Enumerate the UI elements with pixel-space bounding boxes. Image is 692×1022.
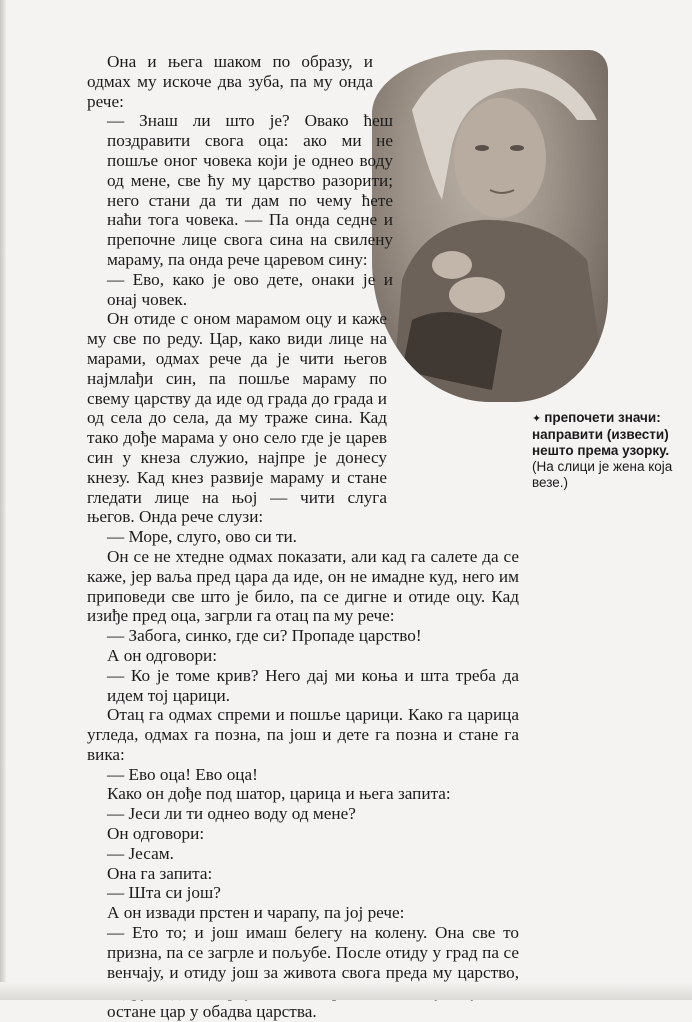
paragraph: А он одговори: [107, 645, 218, 665]
paragraph: Он се не хтедне одмах показати, али кад га салете да се каже, јер ваља пред цара да иде, он не имадне куд, него им приповеди све што је било, па се дигне и отиде оцу. Кад изиђе пред оца, загрли га отац па му рече: [87, 546, 519, 626]
paragraph: — Ко је томе крив? Него дај ми коња и шта треба да идем тој царици. [107, 665, 519, 705]
paragraph: — Забога, синко, где си? Пропаде царство! [107, 626, 422, 646]
paragraph: Она и њега шаком по образу, и одмах му искоче два зуба, па му онда рече: [87, 52, 373, 111]
story-text [87, 52, 519, 1022]
paragraph: — Ето то; и још имаш белегу на колену. Она све то призна, па се загрле и пољубе. После отиду у град па се венчају, и отиду још за живота свога преда му царство, остане цар у обадва царства. [107, 923, 519, 1022]
paragraph: — Шта си још? [107, 883, 221, 903]
paragraph: Како он дође под шатор, царица и њега запита: [107, 784, 451, 804]
glossary-photo-caption: (На слици је жена која везе.) [532, 459, 673, 490]
paragraph: — Ево, како је ово дете, онаки је и онај човек. [107, 269, 393, 309]
page-bottom-edge [0, 982, 692, 1000]
paragraph: — Ево оца! Ево оца! [107, 764, 258, 784]
glossary-bullet: ✦ [532, 413, 542, 425]
paragraph: Он отиде с оном марамом оцу и каже му све по реду. Цар, како види лице на марами, одмах рече да је чити његов најмлађи син, па пошље мараму по свему царству да иде од града до града и од села до села, да му траже сина. Кад тако дође марама у оно село где је царев син у кнеза служио, најпре је донесу кнезу. Кад кнез развије мараму и стане гледати лице на њој — чити слуга његов. Онда рече слузи: [87, 309, 387, 527]
paragraph: — Јесам. [107, 843, 174, 863]
paragraph: — Јеси ли ти однео воду од мене? [107, 804, 356, 824]
paragraph: Отац га одмах спреми и пошље царици. Како га царица угледа, одмах га позна, па још и дете га позна и стане га вика: [87, 705, 519, 764]
paragraph: — Море, слуго, ово си ти. [107, 527, 297, 547]
glossary-note [532, 410, 684, 491]
paragraph: Он одговори: [107, 824, 205, 844]
page-binding-edge [0, 0, 6, 1000]
paragraph: А он извади прстен и чарапу, па јој рече: [107, 903, 405, 923]
paragraph: Она га запита: [107, 863, 213, 883]
glossary-term: препочети значи: направити (извести) нешто према узорку. [532, 410, 670, 458]
paragraph: — Знаш ли што је? Овако ћеш поздравити свога оца: ако ми не пошље оног човека који је однео воду од мене, све ћу му царство разорити; него стани да ти дам по чему ћете наћи тога човека. — Па онда седне и препочне лице свога сина на свилену мараму, па онда рече царевом сину: [107, 111, 393, 269]
